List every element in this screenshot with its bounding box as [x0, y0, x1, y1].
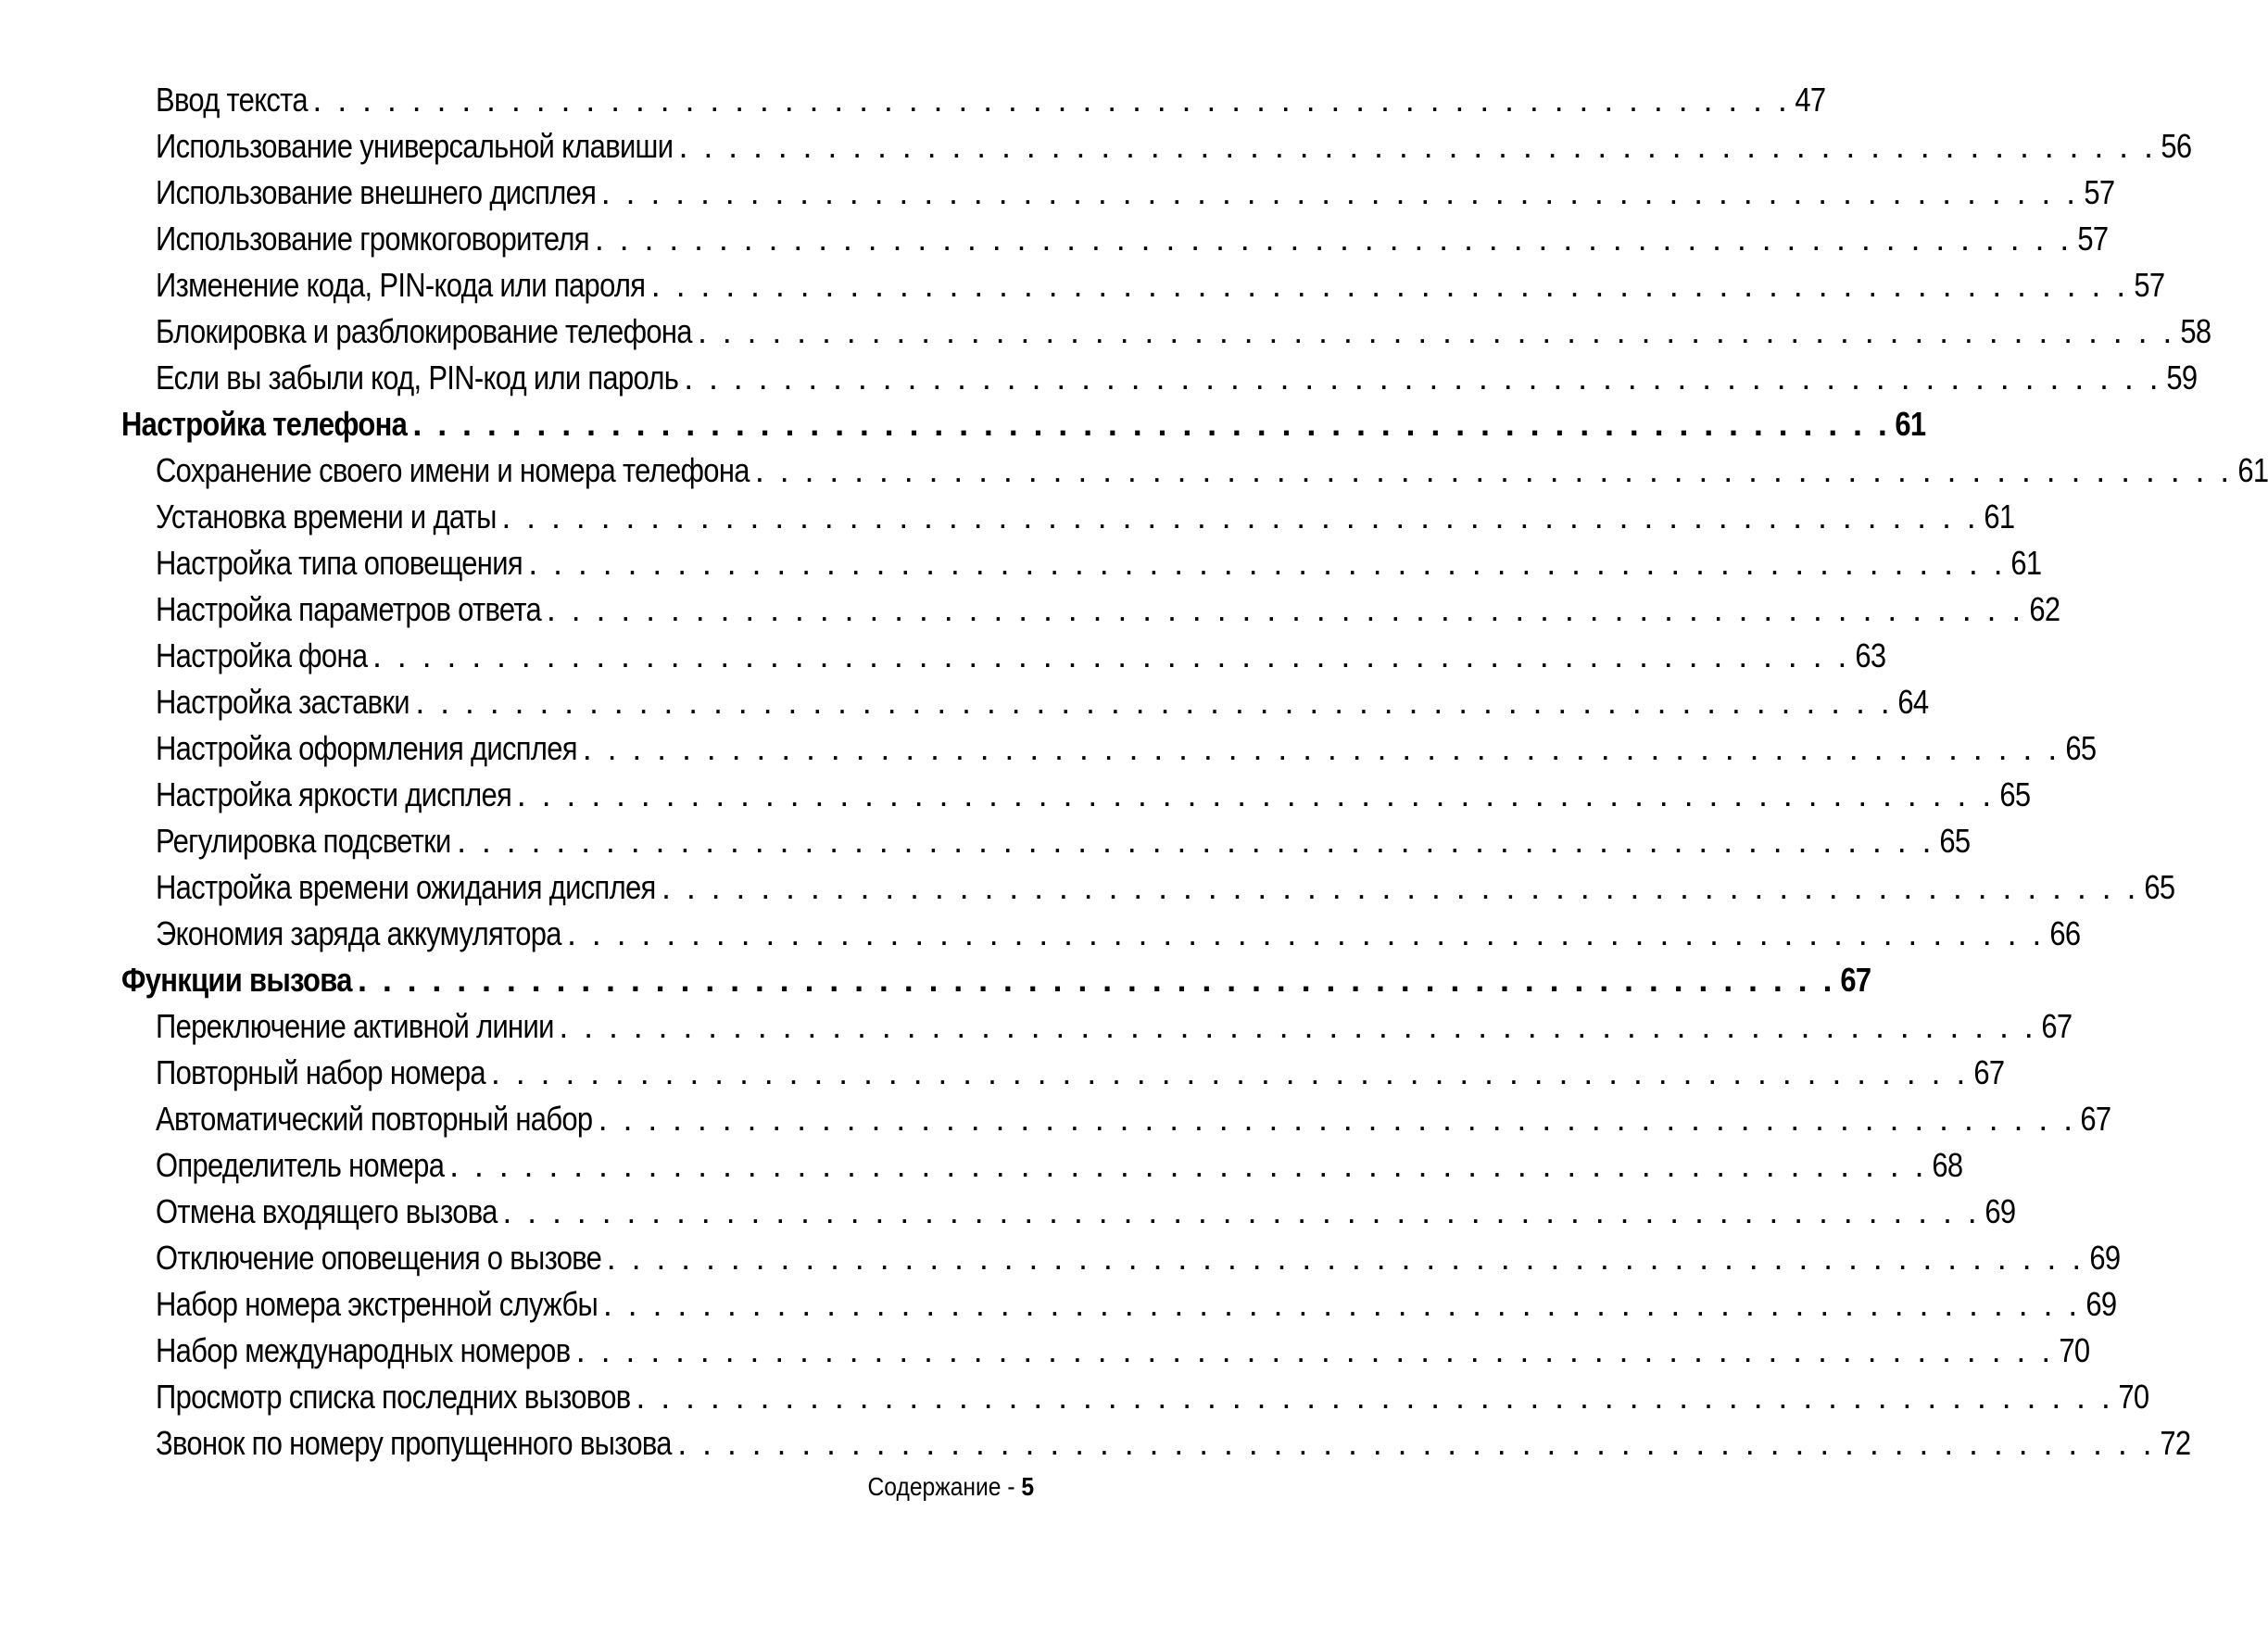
toc-entry-page: 61 — [1984, 498, 2015, 535]
toc-entry-page: 67 — [1973, 1053, 2005, 1091]
toc-entry-title: Установка времени и даты — [156, 498, 497, 535]
page-footer — [867, 1472, 1034, 1502]
toc-entry-row[interactable] — [0, 216, 2109, 262]
toc-entry-row[interactable] — [0, 633, 1886, 679]
dot-leader: . . . . . . . . . . . . . . . . . . . . . . . . . . . . . . . . . . . . . . . . . . . . . . . . . . . . . . . . . . . . — [697, 312, 2175, 350]
toc-entry-title: Отмена входящего вызова — [156, 1192, 498, 1230]
toc-section-row[interactable] — [0, 401, 1926, 447]
toc-entry-page: 65 — [2144, 868, 2175, 906]
dot-leader: . . . . . . . . . . . . . . . . . . . . . . . . . . . . . . . . . . . . . . . . . . . . . . . . . . . . . . . . . . . . — [457, 822, 1934, 860]
toc-entry-page: 69 — [2088, 1239, 2121, 1277]
toc-entry-page: 69 — [1984, 1192, 2016, 1230]
toc-entry-title: Повторный набор номера — [156, 1053, 485, 1091]
toc-entry-row[interactable] — [0, 1050, 2005, 1096]
dot-leader: . . . . . . . . . . . . . . . . . . . . . . . . . . . . . . . . . . . . . . . . . . . . . . . . . . . . . . . . . . . . — [754, 451, 2233, 489]
toc-entry-title: Настройка яркости дисплея — [156, 775, 512, 813]
toc-entry-page: 64 — [1897, 683, 1929, 721]
toc-entry-page: 70 — [2059, 1331, 2090, 1369]
toc-entry-row[interactable] — [0, 540, 2042, 586]
dot-leader: . . . . . . . . . . . . . . . . . . . . . . . . . . . . . . . . . . . . . . . . . . . . . . . . . . . . . . . . . . . . — [502, 1192, 1981, 1230]
dot-leader: . . . . . . . . . . . . . . . . . . . . . . . . . . . . . . . . . . . . . . . . . . . . . . . . . . . . . . . . . . . . — [372, 636, 1850, 674]
toc-entry-page: 70 — [2118, 1378, 2149, 1416]
toc-entry-row[interactable] — [0, 1235, 2121, 1281]
toc-entry-row[interactable] — [0, 77, 1826, 123]
toc-entry-title: Сохранение своего имени и номера телефона — [156, 451, 750, 489]
dot-leader: . . . . . . . . . . . . . . . . . . . . . . . . . . . . . . . . . . . . . . . . . . . . . . . . . . . . . . . . . . . . — [600, 173, 2079, 211]
toc-entry-row[interactable] — [0, 262, 2165, 309]
toc-entry-row[interactable] — [0, 1142, 1963, 1189]
toc-entry-row[interactable] — [0, 1420, 2191, 1467]
toc-entry-title: Настройка времени ожидания дисплея — [156, 868, 656, 906]
toc-entry-title: Использование универсальной клавиши — [156, 127, 674, 165]
toc-entry-row[interactable] — [0, 447, 2268, 494]
toc-entry-page: 66 — [2049, 914, 2081, 952]
dot-leader: . . . . . . . . . . . . . . . . . . . . . . . . . . . . . . . . . . . . . . . . . . . . . . . . . . . . . . . . . . . . — [602, 1285, 2081, 1323]
toc-entry-row[interactable] — [0, 123, 2192, 170]
dot-leader: . . . . . . . . . . . . . . . . . . . . . . . . . . . . . . . . . . . . . . . . . . . . . . . . . . . . . . . . . . . . — [449, 1146, 1927, 1184]
dot-leader: . . . . . . . . . . . . . . . . . . . . . . . . . . . . . . . . . . . . . . . . . . . . . . . . . . . . . . . . . . . . — [636, 1378, 2114, 1416]
toc-entry-page: 65 — [1939, 822, 1971, 860]
toc-entry-title: Настройка оформления дисплея — [156, 729, 577, 767]
dot-leader: . . . . . . . . . . . . . . . . . . . . . . . . . . . . . . . . . . . . . . . . . . . . . . . . . . . . . . . . . . . . — [677, 1424, 2156, 1462]
dot-leader: . . . . . . . . . . . . . . . . . . . . . . . . . . . . . . . . . . . . . . . . . . . . . . . . . . . . . . . . . . . . — [650, 266, 2129, 304]
toc-entry-page: 47 — [1795, 81, 1826, 119]
toc-entry-title: Изменение кода, PIN-кода или пароля — [156, 266, 646, 304]
toc-entry-page: 67 — [2041, 1007, 2073, 1045]
toc-entry-page: 72 — [2160, 1424, 2191, 1462]
toc-entry-title: Использование громкоговорителя — [156, 220, 589, 258]
toc-entry-title: Настройка типа оповещения — [156, 544, 523, 582]
toc-entry-title: Переключение активной линии — [156, 1007, 554, 1045]
toc-entry-title: Если вы забыли код, PIN-код или пароль — [156, 359, 679, 397]
toc-entry-row[interactable] — [0, 864, 2175, 911]
toc-entry-page: 65 — [1999, 775, 2031, 813]
toc-entry-row[interactable] — [0, 679, 1929, 725]
toc-entry-row[interactable] — [0, 1281, 2117, 1328]
toc-entry-page: 57 — [2077, 220, 2109, 258]
dot-leader: . . . . . . . . . . . . . . . . . . . . . . . . . . . . . . . . . . . . . . . . . . . . . . . . . . . . . . . . . . . . — [684, 359, 2162, 397]
toc-entry-title: Автоматический повторный набор — [156, 1100, 593, 1138]
toc-section-row[interactable] — [0, 957, 1871, 1003]
toc-entry-row[interactable] — [0, 1374, 2149, 1420]
dot-leader: . . . . . . . . . . . . . . . . . . . . . . . . . . . . . . . . . . . . . . . . . . . . . . . . . . . . . . . . . . . . — [501, 498, 1980, 535]
toc-entry-title: Отключение оповещения о вызове — [156, 1239, 602, 1277]
dot-leader: . . . . . . . . . . . . . . . . . . . . . . . . . . . . . . . . . . . . . . . . . . . . . . . . . . . . . . . . . . . . — [358, 961, 1835, 999]
toc-entry-page: 68 — [1932, 1146, 1963, 1184]
dot-leader: . . . . . . . . . . . . . . . . . . . . . . . . . . . . . . . . . . . . . . . . . . . . . . . . . . . . . . . . . . . . — [566, 914, 2045, 952]
dot-leader: . . . . . . . . . . . . . . . . . . . . . . . . . . . . . . . . . . . . . . . . . . . . . . . . . . . . . . . . . . . . — [559, 1007, 2037, 1045]
toc-entry-page: 67 — [1840, 961, 1871, 999]
toc-entry-page: 69 — [2085, 1285, 2117, 1323]
toc-entry-row[interactable] — [0, 309, 2211, 355]
toc-entry-page: 61 — [2237, 451, 2268, 489]
toc-entry-row[interactable] — [0, 818, 1971, 864]
toc-entry-title: Использование внешнего дисплея — [156, 173, 597, 211]
toc-entry-page: 62 — [2029, 590, 2060, 628]
dot-leader: . . . . . . . . . . . . . . . . . . . . . . . . . . . . . . . . . . . . . . . . . . . . . . . . . . . . . . . . . . . . — [662, 868, 2139, 906]
toc-entry-row[interactable] — [0, 586, 2060, 633]
toc-entry-row[interactable] — [0, 355, 2198, 401]
toc-entry-row[interactable] — [0, 1189, 2016, 1235]
toc-entry-row[interactable] — [0, 911, 2081, 957]
toc-entry-row[interactable] — [0, 1003, 2073, 1050]
toc-entry-title: Регулировка подсветки — [156, 822, 451, 860]
dot-leader: . . . . . . . . . . . . . . . . . . . . . . . . . . . . . . . . . . . . . . . . . . . . . . . . . . . . . . . . . . . . — [575, 1331, 2054, 1369]
dot-leader: . . . . . . . . . . . . . . . . . . . . . . . . . . . . . . . . . . . . . . . . . . . . . . . . . . . . . . . . . . . . — [415, 683, 1894, 721]
toc-entry-title: Звонок по номеру пропущенного вызова — [156, 1424, 672, 1462]
dot-leader: . . . . . . . . . . . . . . . . . . . . . . . . . . . . . . . . . . . . . . . . . . . . . . . . . . . . . . . . . . . . — [598, 1100, 2076, 1138]
dot-leader: . . . . . . . . . . . . . . . . . . . . . . . . . . . . . . . . . . . . . . . . . . . . . . . . . . . . . . . . . . . . — [546, 590, 2024, 628]
toc-entry-title: Блокировка и разблокирование телефона — [156, 312, 692, 350]
dot-leader: . . . . . . . . . . . . . . . . . . . . . . . . . . . . . . . . . . . . . . . . . . . . . . . . . . . . . . . . . . . . — [594, 220, 2073, 258]
toc-entry-page: 63 — [1855, 636, 1886, 674]
dot-leader: . . . . . . . . . . . . . . . . . . . . . . . . . . . . . . . . . . . . . . . . . . . . . . . . . . . . . . . . . . . . — [606, 1239, 2085, 1277]
toc-entry-page: 61 — [2010, 544, 2042, 582]
toc-entry-page: 56 — [2161, 127, 2192, 165]
toc-entry-row[interactable] — [0, 725, 2097, 772]
toc-entry-row[interactable] — [0, 1096, 2111, 1142]
toc-entry-title: Набор номера экстренной службы — [156, 1285, 598, 1323]
dot-leader: . . . . . . . . . . . . . . . . . . . . . . . . . . . . . . . . . . . . . . . . . . . . . . . . . . . . . . . . . . . . — [516, 775, 1995, 813]
toc-entry-title: Экономия заряда аккумулятора — [156, 914, 561, 952]
toc-entry-row[interactable] — [0, 772, 2031, 818]
toc-entry-title: Настройка заставки — [156, 683, 410, 721]
toc-entry-row[interactable] — [0, 1328, 2090, 1374]
toc-entry-page: 59 — [2166, 359, 2198, 397]
dot-leader: . . . . . . . . . . . . . . . . . . . . . . . . . . . . . . . . . . . . . . . . . . . . . . . . . . . . . . . . . . . . — [582, 729, 2060, 767]
toc-entry-page: 61 — [1895, 405, 1926, 443]
footer-label: Содержание - — [867, 1472, 1022, 1501]
dot-leader: . . . . . . . . . . . . . . . . . . . . . . . . . . . . . . . . . . . . . . . . . . . . . . . . . . . . . . . . . . . . — [312, 81, 1791, 119]
footer-page-number: 5 — [1021, 1472, 1034, 1501]
toc-entry-page: 57 — [2083, 173, 2115, 211]
toc-entry-title: Настройка фона — [156, 636, 368, 674]
toc-entry-title: Настройка телефона — [121, 405, 408, 443]
toc-entry-title: Настройка параметров ответа — [156, 590, 542, 628]
toc-entry-page: 67 — [2080, 1100, 2111, 1138]
toc-entry-row[interactable] — [0, 494, 2015, 540]
toc-entry-page: 57 — [2134, 266, 2165, 304]
dot-leader: . . . . . . . . . . . . . . . . . . . . . . . . . . . . . . . . . . . . . . . . . . . . . . . . . . . . . . . . . . . . — [412, 405, 1891, 443]
toc-entry-title: Набор международных номеров — [156, 1331, 571, 1369]
dot-leader: . . . . . . . . . . . . . . . . . . . . . . . . . . . . . . . . . . . . . . . . . . . . . . . . . . . . . . . . . . . . — [678, 127, 2157, 165]
toc-entry-title: Просмотр списка последних вызовов — [156, 1378, 631, 1416]
toc-entry-title: Определитель номера — [156, 1146, 445, 1184]
table-of-contents — [0, 77, 2268, 1467]
toc-entry-page: 65 — [2064, 729, 2097, 767]
dot-leader: . . . . . . . . . . . . . . . . . . . . . . . . . . . . . . . . . . . . . . . . . . . . . . . . . . . . . . . . . . . . — [490, 1053, 1969, 1091]
toc-entry-row[interactable] — [0, 170, 2115, 216]
toc-entry-page: 58 — [2180, 312, 2211, 350]
dot-leader: . . . . . . . . . . . . . . . . . . . . . . . . . . . . . . . . . . . . . . . . . . . . . . . . . . . . . . . . . . . . — [528, 544, 2007, 582]
toc-entry-title: Функции вызова — [121, 961, 352, 999]
toc-entry-title: Ввод текста — [156, 81, 308, 119]
